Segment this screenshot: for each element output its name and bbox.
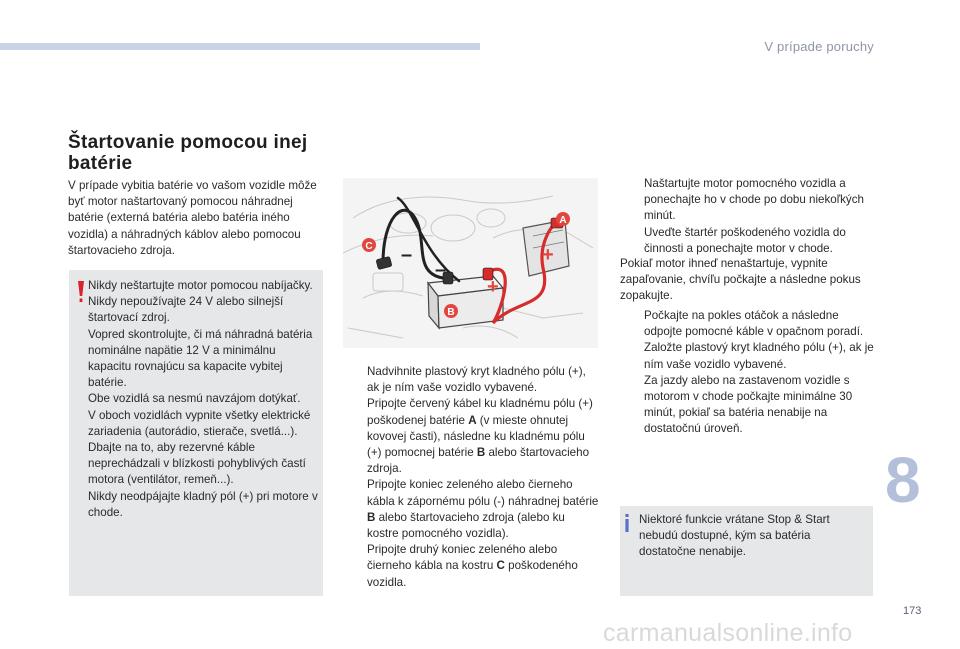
- step-text: Počkajte na pokles otáčok a následne odpojte pomocné káble v opačnom poradí.: [644, 309, 864, 339]
- warning-line: Dbajte na to, aby rezervné káble neprechádzali v blízkosti pohyblivých častí motora (ventilátor, remeň...).: [88, 441, 306, 487]
- step-text: alebo štartovacieho zdroja (alebo ku kostre pomocného vozidla).: [367, 510, 565, 541]
- steps-list-right-1: [620, 176, 876, 257]
- label-b: B: [447, 307, 455, 318]
- label-a-marker: [556, 212, 570, 226]
- header-accent-bar: [0, 43, 480, 50]
- warning-line: Nikdy nepoužívajte 24 V alebo silnejší štartovací zdroj.: [88, 295, 284, 325]
- step-text: (v mieste ohnutej kovovej časti), následne ku kladnému pólu (+) pomocnej batérie: [367, 413, 585, 460]
- step-item: [620, 373, 876, 438]
- steps-list-right-2: [620, 308, 876, 438]
- info-box: [620, 506, 873, 596]
- step-text: Nadvihnite plastový kryt kladného pólu (+), ak je ním vaše vozidlo vybavené.: [367, 365, 586, 395]
- page-title: Štartovanie pomocou inej batérie: [68, 132, 308, 174]
- chapter-number: 8: [885, 444, 921, 516]
- step-text: Za jazdy alebo na zastavenom vozidle s motorom v chode počkajte minimálne 30 minút, pokiaľ sa batéria nenabije na dostatočnú úroveň.: [644, 373, 853, 436]
- step-item: [343, 477, 599, 542]
- step-label-ref: C: [496, 559, 505, 573]
- watermark: carmanualsonline.info: [603, 619, 853, 647]
- step-item: [343, 396, 599, 477]
- step-text: alebo štartovacieho zdroja.: [367, 446, 590, 476]
- section-title: V prípade poruchy: [764, 39, 874, 54]
- label-c-marker: [362, 238, 376, 252]
- label-b-marker: [444, 304, 458, 318]
- step-label-ref: B: [367, 510, 376, 524]
- warning-line: Nikdy neodpájajte kladný pól (+) pri motore v chode.: [88, 489, 318, 519]
- step-item: [620, 308, 876, 340]
- step-text: Pripojte druhý koniec zeleného alebo čierneho kábla na kostru: [367, 543, 558, 573]
- intro-paragraph: V prípade vybitia batérie vo vašom vozidle môže byť motor naštartovaný pomocou náhradnej batérie (externá batéria alebo batéria iného vozidla) a náhradných káblov alebo pomocou štartovacieho zdroja.: [68, 179, 317, 257]
- plus-sign-b: +: [487, 276, 499, 298]
- step-item: [620, 340, 876, 372]
- steps-list-middle: [343, 364, 599, 591]
- label-c: C: [365, 241, 373, 252]
- warning-line: Nikdy neštartujte motor pomocou nabíjačky.: [88, 279, 313, 292]
- step-text: poškodeného vozidla.: [367, 559, 578, 589]
- step-text: Uveďte štartér poškodeného vozidla do činnosti a ponechajte motor v chode.: [644, 225, 846, 255]
- step-item: [343, 364, 599, 396]
- warning-line: Obe vozidlá sa nesmú navzájom dotýkať.: [88, 392, 301, 406]
- exclamation-icon: [77, 281, 85, 303]
- info-icon: [624, 514, 630, 532]
- warning-line: V oboch vozidlách vypnite všetky elektrické zariadenia (autorádio, stierače, svetlá...).: [88, 408, 311, 438]
- minus-sign-c: –: [401, 244, 413, 266]
- jump-start-illustration: [343, 178, 598, 348]
- warning-text: [88, 278, 318, 521]
- plus-sign-a: +: [542, 244, 554, 266]
- info-text: Niektoré funkcie vrátane Stop & Start nebudú dostupné, kým sa batéria dostatočne nenabije.: [639, 513, 830, 559]
- warning-box: [69, 270, 323, 596]
- step-item: [343, 542, 599, 591]
- page-number: 173: [903, 605, 922, 617]
- step-text: Založte plastový kryt kladného pólu (+), ak je ním vaše vozidlo vybavené.: [644, 341, 874, 371]
- step-label-ref: B: [476, 446, 486, 460]
- step-text: Pripojte červený kábel ku kladnému pólu (+) poškodenej batérie: [367, 397, 593, 427]
- minus-sign-b: –: [435, 259, 447, 281]
- retry-paragraph: Pokiaľ motor ihneď nenaštartuje, vypnite zapaľovanie, chvíľu počkajte a následne pokus zopakujte.: [620, 257, 861, 303]
- step-item: [620, 225, 876, 257]
- step-text: Pripojte koniec zeleného alebo čierneho kábla k zápornému pólu (-) náhradnej batérie: [367, 478, 599, 508]
- step-item: [620, 176, 876, 225]
- step-text: Naštartujte motor pomocného vozidla a ponechajte ho v chode po dobu niekoľkých minút.: [644, 177, 864, 223]
- step-label-ref: A: [468, 413, 477, 427]
- label-a: A: [559, 215, 567, 226]
- warning-line: Vopred skontrolujte, či má náhradná batéria nominálne napätie 12 V a minimálnu kapacitu rovnajúcu sa kapacite vybitej batérie.: [88, 327, 313, 390]
